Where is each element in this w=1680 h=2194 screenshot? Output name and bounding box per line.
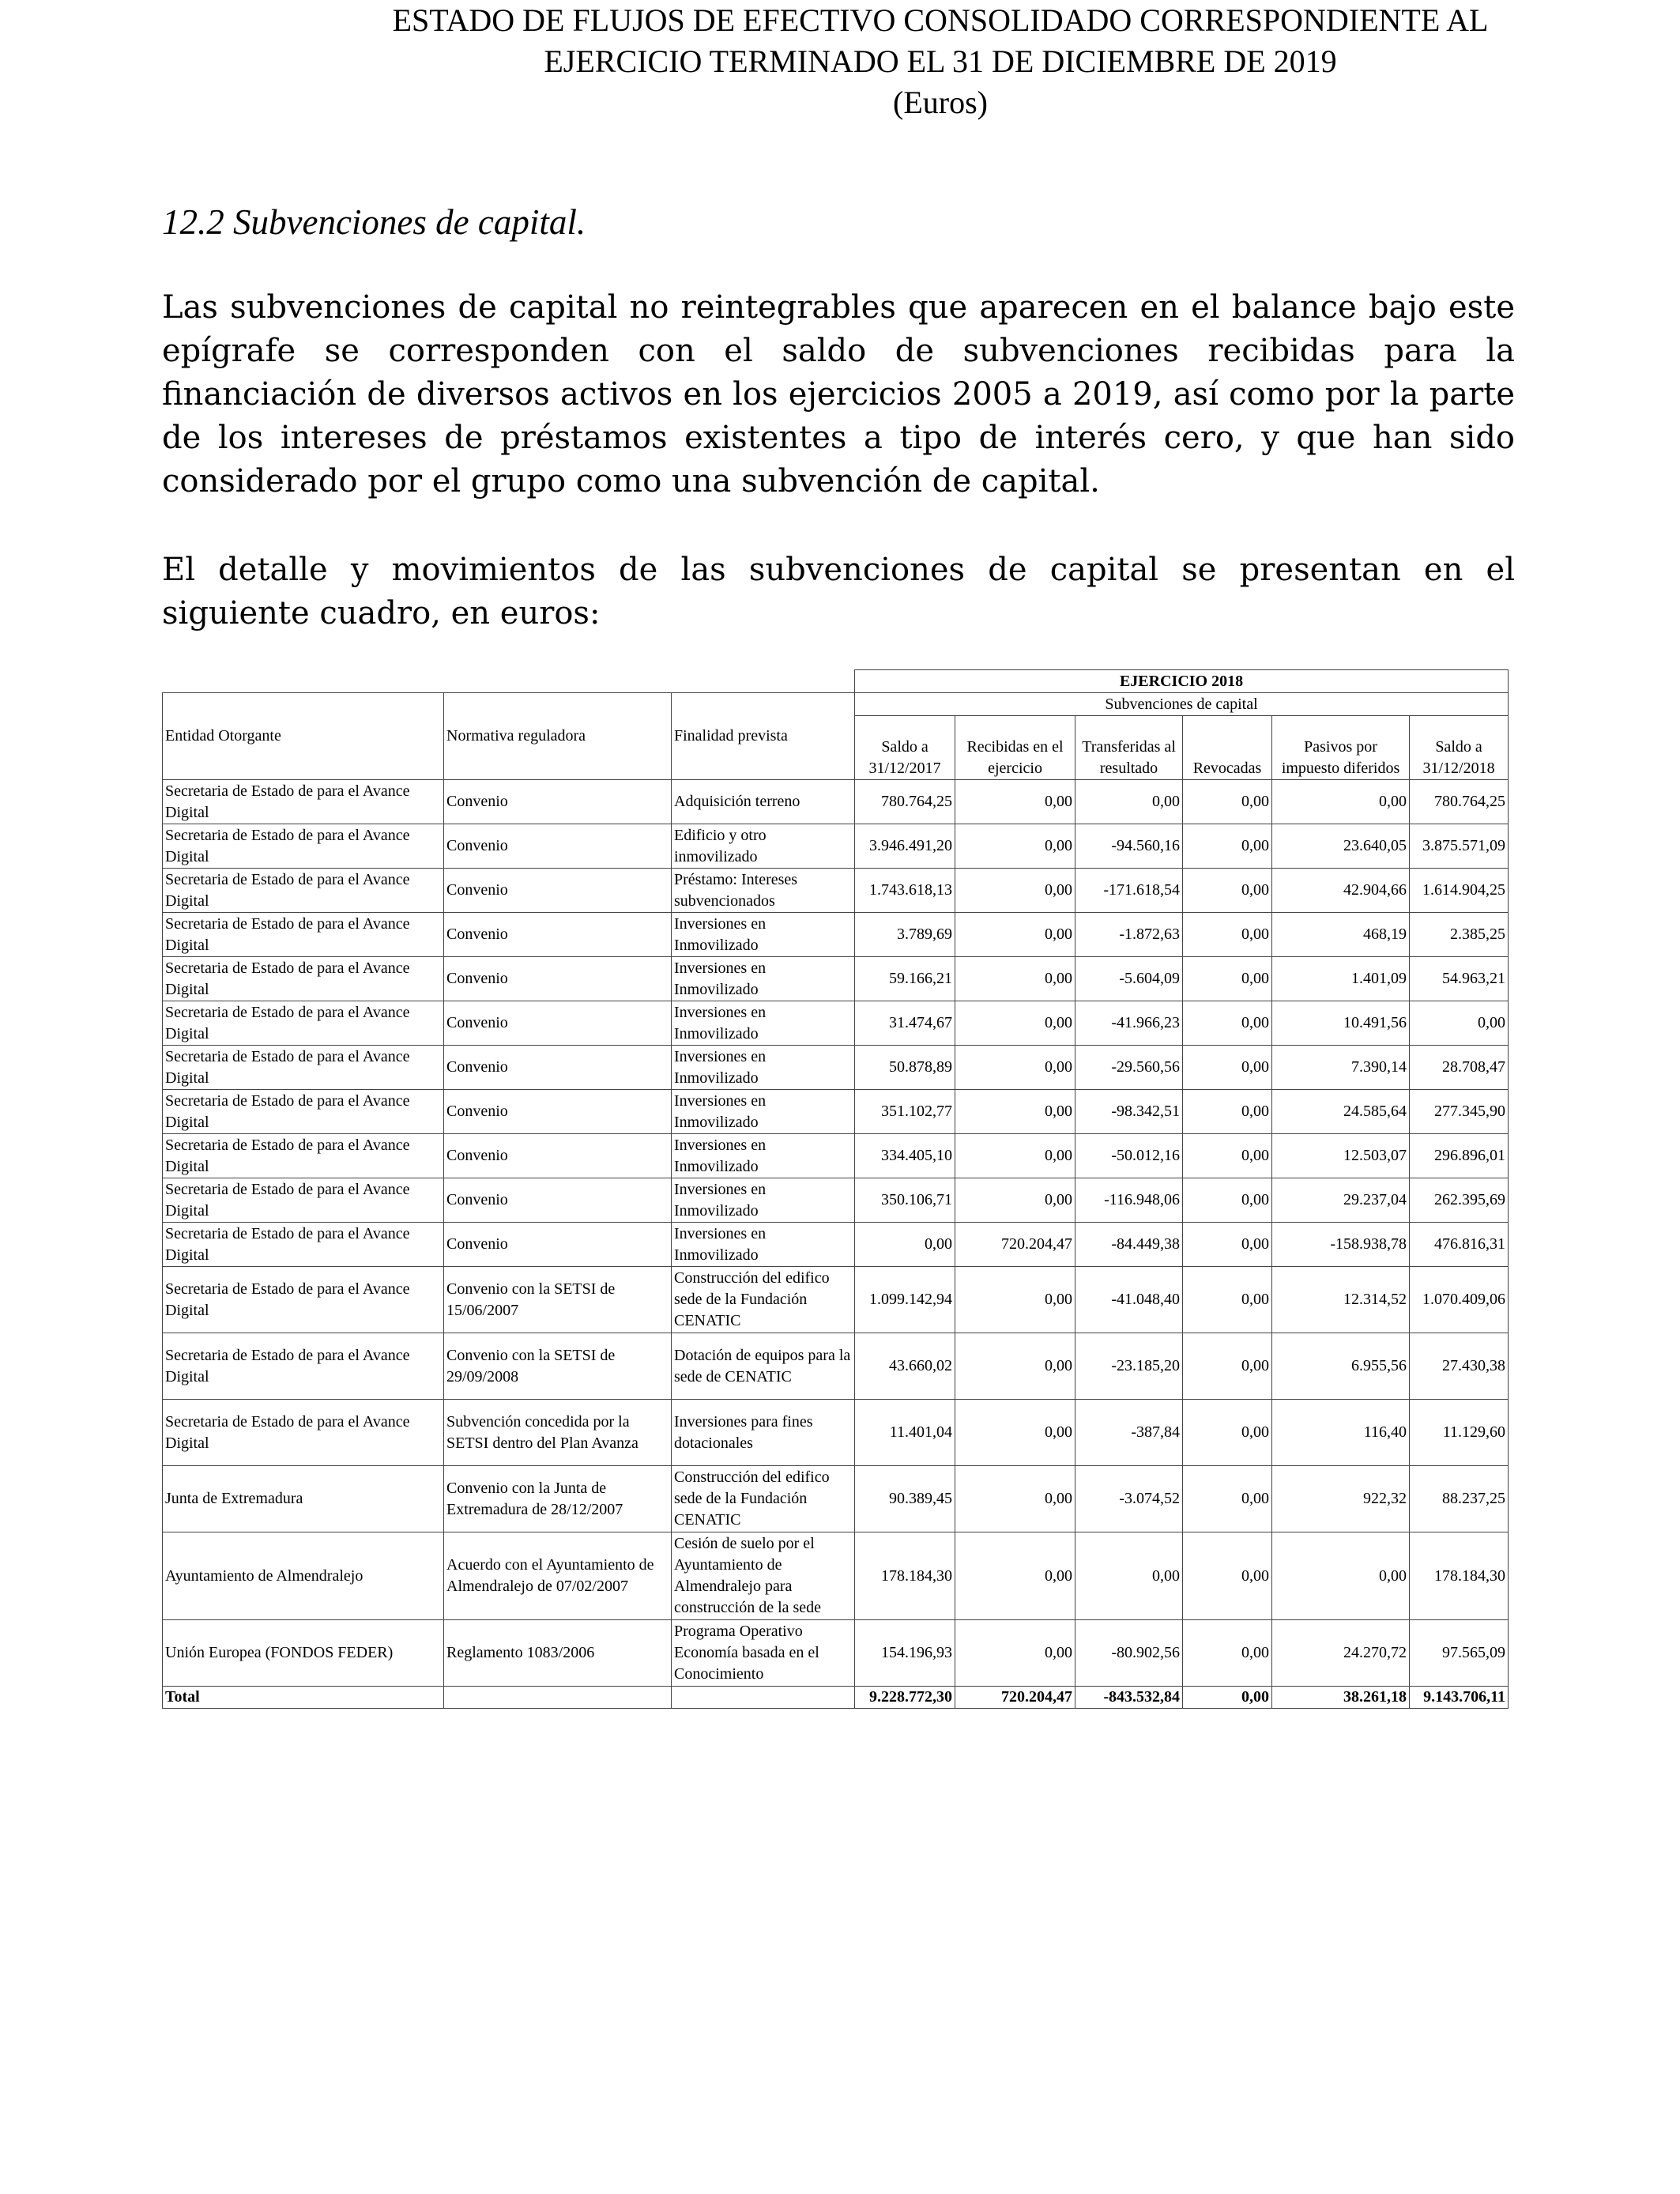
- cell-pasivos: 0,00: [1272, 1532, 1410, 1620]
- cell-saldo-fin: 296.896,01: [1410, 1134, 1509, 1178]
- cell-entidad: Secretaria de Estado de para el Avance Digital: [163, 1267, 444, 1333]
- table-row: [163, 1333, 1509, 1400]
- cell-saldo-fin: 780.764,25: [1410, 780, 1509, 824]
- cell-pasivos: 12.314,52: [1272, 1267, 1410, 1333]
- cell-transferidas: -41.966,23: [1075, 1001, 1183, 1046]
- cell-transferidas: -5.604,09: [1075, 957, 1183, 1001]
- cell-recibidas: 0,00: [955, 1134, 1075, 1178]
- cell-finalidad: Inversiones en Inmovilizado: [672, 913, 855, 957]
- cell-normativa: Convenio: [444, 957, 672, 1001]
- cell-finalidad: Adquisición terreno: [672, 780, 855, 824]
- cell-pasivos: 24.585,64: [1272, 1090, 1410, 1134]
- cell-revocadas: 0,00: [1183, 1267, 1272, 1333]
- cell-revocadas: 0,00: [1183, 1620, 1272, 1687]
- cell-saldo-fin: 2.385,25: [1410, 913, 1509, 957]
- cell-saldo-fin: 0,00: [1410, 1001, 1509, 1046]
- cell-pasivos: 1.401,09: [1272, 957, 1410, 1001]
- cell-finalidad: Inversiones en Inmovilizado: [672, 1090, 855, 1134]
- cell-saldo-fin: 178.184,30: [1410, 1532, 1509, 1620]
- total-saldo-ini: 9.228.772,30: [855, 1687, 955, 1709]
- cell-revocadas: 0,00: [1183, 957, 1272, 1001]
- cell-finalidad: Dotación de equipos para la sede de CENATIC: [672, 1333, 855, 1400]
- page-header: [300, 0, 1580, 123]
- cell-pasivos: 29.237,04: [1272, 1178, 1410, 1223]
- cell-normativa: Convenio: [444, 780, 672, 824]
- cell-saldo-ini: 11.401,04: [855, 1400, 955, 1466]
- cell-revocadas: 0,00: [1183, 1001, 1272, 1046]
- cell-saldo-ini: 178.184,30: [855, 1532, 955, 1620]
- total-revocadas: 0,00: [1183, 1687, 1272, 1709]
- total-row: [163, 1687, 1509, 1709]
- cell-transferidas: -98.342,51: [1075, 1090, 1183, 1134]
- cell-finalidad: Inversiones en Inmovilizado: [672, 1223, 855, 1267]
- cell-normativa: Convenio: [444, 1223, 672, 1267]
- cell-normativa: Convenio: [444, 1046, 672, 1090]
- cell-finalidad: Programa Operativo Economía basada en el Conocimiento: [672, 1620, 855, 1687]
- cell-saldo-fin: 11.129,60: [1410, 1400, 1509, 1466]
- cell-normativa: Convenio: [444, 1178, 672, 1223]
- cell-saldo-ini: 1.099.142,94: [855, 1267, 955, 1333]
- cell-saldo-ini: 780.764,25: [855, 780, 955, 824]
- cell-saldo-fin: 476.816,31: [1410, 1223, 1509, 1267]
- col-header-transferidas: Transferidas al resultado: [1075, 716, 1183, 780]
- total-empty-cell: [672, 1687, 855, 1709]
- table-row: [163, 913, 1509, 957]
- cell-finalidad: Construcción del edifico sede de la Fundación CENATIC: [672, 1466, 855, 1532]
- cell-transferidas: -171.618,54: [1075, 869, 1183, 913]
- cell-saldo-ini: 334.405,10: [855, 1134, 955, 1178]
- cell-transferidas: -80.902,56: [1075, 1620, 1183, 1687]
- col-header-finalidad: Finalidad prevista: [672, 693, 855, 780]
- cell-normativa: Convenio: [444, 913, 672, 957]
- table-row: [163, 1223, 1509, 1267]
- table-row: [163, 780, 1509, 824]
- cell-saldo-ini: 50.878,89: [855, 1046, 955, 1090]
- cell-finalidad: Inversiones en Inmovilizado: [672, 1046, 855, 1090]
- cell-transferidas: -84.449,38: [1075, 1223, 1183, 1267]
- cell-entidad: Secretaria de Estado de para el Avance Digital: [163, 1046, 444, 1090]
- total-transferidas: -843.532,84: [1075, 1687, 1183, 1709]
- cell-recibidas: 0,00: [955, 869, 1075, 913]
- cell-finalidad: Inversiones en Inmovilizado: [672, 1178, 855, 1223]
- total-empty-cell: [444, 1687, 672, 1709]
- total-recibidas: 720.204,47: [955, 1687, 1075, 1709]
- cell-entidad: Secretaria de Estado de para el Avance Digital: [163, 1333, 444, 1400]
- cell-revocadas: 0,00: [1183, 869, 1272, 913]
- cell-recibidas: 0,00: [955, 957, 1075, 1001]
- ejercicio-header: EJERCICIO 2018: [855, 670, 1509, 693]
- cell-saldo-fin: 27.430,38: [1410, 1333, 1509, 1400]
- cell-saldo-fin: 1.614.904,25: [1410, 869, 1509, 913]
- cell-finalidad: Cesión de suelo por el Ayuntamiento de Almendralejo para construcción de la sede: [672, 1532, 855, 1620]
- table-row: [163, 1001, 1509, 1046]
- cell-entidad: Secretaria de Estado de para el Avance Digital: [163, 913, 444, 957]
- cell-normativa: Convenio con la SETSI de 29/09/2008: [444, 1333, 672, 1400]
- cell-saldo-ini: 59.166,21: [855, 957, 955, 1001]
- cell-entidad: Secretaria de Estado de para el Avance Digital: [163, 869, 444, 913]
- cell-pasivos: 10.491,56: [1272, 1001, 1410, 1046]
- cell-recibidas: 0,00: [955, 824, 1075, 869]
- cell-saldo-ini: 3.789,69: [855, 913, 955, 957]
- cell-saldo-ini: 43.660,02: [855, 1333, 955, 1400]
- table-row: [163, 1466, 1509, 1532]
- cell-saldo-fin: 3.875.571,09: [1410, 824, 1509, 869]
- cell-saldo-fin: 97.565,09: [1410, 1620, 1509, 1687]
- cell-transferidas: 0,00: [1075, 1532, 1183, 1620]
- group-header: Subvenciones de capital: [855, 693, 1509, 716]
- cell-transferidas: 0,00: [1075, 780, 1183, 824]
- cell-pasivos: 12.503,07: [1272, 1134, 1410, 1178]
- table-row: [163, 1620, 1509, 1687]
- col-header-entidad: Entidad Otorgante: [163, 693, 444, 780]
- cell-entidad: Secretaria de Estado de para el Avance Digital: [163, 1178, 444, 1223]
- cell-recibidas: 0,00: [955, 1267, 1075, 1333]
- cell-saldo-ini: 351.102,77: [855, 1090, 955, 1134]
- table-row: [163, 1400, 1509, 1466]
- cell-revocadas: 0,00: [1183, 1046, 1272, 1090]
- table-row: [163, 1267, 1509, 1333]
- cell-recibidas: 0,00: [955, 1532, 1075, 1620]
- cell-normativa: Subvención concedida por la SETSI dentro del Plan Avanza: [444, 1400, 672, 1466]
- cell-saldo-fin: 28.708,47: [1410, 1046, 1509, 1090]
- table-row: [163, 1134, 1509, 1178]
- header-line-1: ESTADO DE FLUJOS DE EFECTIVO CONSOLIDADO CORRESPONDIENTE AL: [392, 2, 1489, 38]
- cell-recibidas: 0,00: [955, 1333, 1075, 1400]
- cell-entidad: Secretaria de Estado de para el Avance Digital: [163, 1090, 444, 1134]
- detail-paragraph: El detalle y movimientos de las subvenciones de capital se presentan en el siguiente cuadro, en euros:: [162, 552, 1515, 631]
- cell-transferidas: -116.948,06: [1075, 1178, 1183, 1223]
- cell-revocadas: 0,00: [1183, 1090, 1272, 1134]
- cell-revocadas: 0,00: [1183, 1400, 1272, 1466]
- cell-recibidas: 0,00: [955, 1466, 1075, 1532]
- cell-saldo-fin: 54.963,21: [1410, 957, 1509, 1001]
- cell-saldo-ini: 3.946.491,20: [855, 824, 955, 869]
- cell-entidad: Ayuntamiento de Almendralejo: [163, 1532, 444, 1620]
- cell-normativa: Convenio: [444, 824, 672, 869]
- cell-finalidad: Inversiones para fines dotacionales: [672, 1400, 855, 1466]
- cell-normativa: Reglamento 1083/2006: [444, 1620, 672, 1687]
- col-header-recibidas: Recibidas en el ejercicio: [955, 716, 1075, 780]
- table-row: [163, 824, 1509, 869]
- cell-pasivos: 116,40: [1272, 1400, 1410, 1466]
- col-header-pasivos: Pasivos por impuesto diferidos: [1272, 716, 1410, 780]
- cell-revocadas: 0,00: [1183, 1223, 1272, 1267]
- cell-finalidad: Préstamo: Intereses subvencionados: [672, 869, 855, 913]
- cell-transferidas: -3.074,52: [1075, 1466, 1183, 1532]
- cell-recibidas: 0,00: [955, 1001, 1075, 1046]
- total-pasivos: 38.261,18: [1272, 1687, 1410, 1709]
- cell-entidad: Secretaria de Estado de para el Avance Digital: [163, 824, 444, 869]
- table-row: [163, 869, 1509, 913]
- total-saldo-fin: 9.143.706,11: [1410, 1687, 1509, 1709]
- cell-normativa: Acuerdo con el Ayuntamiento de Almendralejo de 07/02/2007: [444, 1532, 672, 1620]
- cell-revocadas: 0,00: [1183, 913, 1272, 957]
- cell-revocadas: 0,00: [1183, 1333, 1272, 1400]
- cell-recibidas: 720.204,47: [955, 1223, 1075, 1267]
- section-title: 12.2 Subvenciones de capital.: [162, 202, 586, 242]
- header-line-2: EJERCICIO TERMINADO EL 31 DE DICIEMBRE DE 2019: [544, 43, 1337, 79]
- cell-pasivos: 468,19: [1272, 913, 1410, 957]
- cell-entidad: Secretaria de Estado de para el Avance Digital: [163, 1001, 444, 1046]
- cell-recibidas: 0,00: [955, 1090, 1075, 1134]
- cell-pasivos: 922,32: [1272, 1466, 1410, 1532]
- cell-revocadas: 0,00: [1183, 780, 1272, 824]
- cell-recibidas: 0,00: [955, 1400, 1075, 1466]
- cell-normativa: Convenio con la SETSI de 15/06/2007: [444, 1267, 672, 1333]
- cell-entidad: Junta de Extremadura: [163, 1466, 444, 1532]
- table-row: [163, 1532, 1509, 1620]
- cell-recibidas: 0,00: [955, 1178, 1075, 1223]
- cell-saldo-fin: 277.345,90: [1410, 1090, 1509, 1134]
- cell-normativa: Convenio: [444, 869, 672, 913]
- cell-entidad: Secretaria de Estado de para el Avance Digital: [163, 1400, 444, 1466]
- cell-recibidas: 0,00: [955, 1046, 1075, 1090]
- cell-entidad: Secretaria de Estado de para el Avance Digital: [163, 1134, 444, 1178]
- cell-pasivos: 42.904,66: [1272, 869, 1410, 913]
- cell-normativa: Convenio: [444, 1090, 672, 1134]
- cell-saldo-ini: 31.474,67: [855, 1001, 955, 1046]
- cell-entidad: Secretaria de Estado de para el Avance Digital: [163, 957, 444, 1001]
- cell-entidad: Secretaria de Estado de para el Avance Digital: [163, 1223, 444, 1267]
- cell-pasivos: 24.270,72: [1272, 1620, 1410, 1687]
- total-label: Total: [163, 1687, 444, 1709]
- cell-revocadas: 0,00: [1183, 1466, 1272, 1532]
- cell-entidad: Secretaria de Estado de para el Avance Digital: [163, 780, 444, 824]
- cell-pasivos: 23.640,05: [1272, 824, 1410, 869]
- cell-saldo-ini: 0,00: [855, 1223, 955, 1267]
- cell-revocadas: 0,00: [1183, 824, 1272, 869]
- table-row: [163, 1090, 1509, 1134]
- cell-saldo-fin: 1.070.409,06: [1410, 1267, 1509, 1333]
- cell-finalidad: Inversiones en Inmovilizado: [672, 957, 855, 1001]
- cell-recibidas: 0,00: [955, 1620, 1075, 1687]
- cell-normativa: Convenio: [444, 1001, 672, 1046]
- table-row: [163, 957, 1509, 1001]
- cell-pasivos: 0,00: [1272, 780, 1410, 824]
- cell-saldo-ini: 1.743.618,13: [855, 869, 955, 913]
- cell-transferidas: -23.185,20: [1075, 1333, 1183, 1400]
- cell-finalidad: Inversiones en Inmovilizado: [672, 1001, 855, 1046]
- cell-finalidad: Construcción del edifico sede de la Fundación CENATIC: [672, 1267, 855, 1333]
- cell-saldo-ini: 90.389,45: [855, 1466, 955, 1532]
- cell-finalidad: Inversiones en Inmovilizado: [672, 1134, 855, 1178]
- table-row: [163, 1178, 1509, 1223]
- cell-normativa: Convenio con la Junta de Extremadura de 28/12/2007: [444, 1466, 672, 1532]
- cell-revocadas: 0,00: [1183, 1178, 1272, 1223]
- col-header-saldo-ini: Saldo a 31/12/2017: [855, 716, 955, 780]
- cell-transferidas: -1.872,63: [1075, 913, 1183, 957]
- cell-pasivos: 6.955,56: [1272, 1333, 1410, 1400]
- cell-pasivos: -158.938,78: [1272, 1223, 1410, 1267]
- intro-paragraph: Las subvenciones de capital no reintegrables que aparecen en el balance bajo este epígrafe se corresponden con el saldo de subvenciones recibidas para la financiación de diversos activos en los ejercicios 2005 a 2019, así como por la parte de los intereses de préstamos existentes a tipo de interés cero, y que han sido considerado por el grupo como una subvención de capital.: [162, 289, 1515, 499]
- capital-grants-table: [162, 669, 1509, 1709]
- col-header-saldo-fin: Saldo a 31/12/2018: [1410, 716, 1509, 780]
- table-row: [163, 1046, 1509, 1090]
- cell-transferidas: -29.560,56: [1075, 1046, 1183, 1090]
- cell-entidad: Unión Europea (FONDOS FEDER): [163, 1620, 444, 1687]
- cell-finalidad: Edificio y otro inmovilizado: [672, 824, 855, 869]
- cell-transferidas: -387,84: [1075, 1400, 1183, 1466]
- cell-transferidas: -50.012,16: [1075, 1134, 1183, 1178]
- cell-pasivos: 7.390,14: [1272, 1046, 1410, 1090]
- cell-recibidas: 0,00: [955, 913, 1075, 957]
- col-header-normativa: Normativa reguladora: [444, 693, 672, 780]
- cell-saldo-fin: 262.395,69: [1410, 1178, 1509, 1223]
- cell-revocadas: 0,00: [1183, 1134, 1272, 1178]
- cell-transferidas: -41.048,40: [1075, 1267, 1183, 1333]
- col-header-revocadas: Revocadas: [1183, 716, 1272, 780]
- cell-saldo-fin: 88.237,25: [1410, 1466, 1509, 1532]
- cell-transferidas: -94.560,16: [1075, 824, 1183, 869]
- cell-normativa: Convenio: [444, 1134, 672, 1178]
- header-line-3: (Euros): [893, 85, 988, 120]
- cell-recibidas: 0,00: [955, 780, 1075, 824]
- cell-saldo-ini: 350.106,71: [855, 1178, 955, 1223]
- cell-saldo-ini: 154.196,93: [855, 1620, 955, 1687]
- cell-revocadas: 0,00: [1183, 1532, 1272, 1620]
- header-spacer: [163, 670, 855, 693]
